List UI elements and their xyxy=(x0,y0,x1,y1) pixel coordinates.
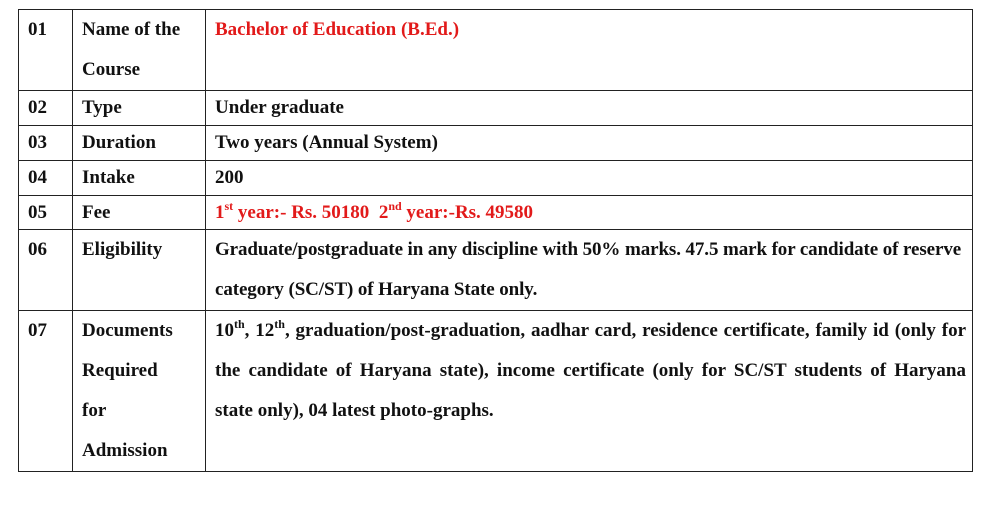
intake-value: 200 xyxy=(206,161,973,196)
docs-12th-suffix: th xyxy=(274,317,285,331)
course-details-table xyxy=(18,9,973,472)
row-label: Fee xyxy=(73,196,206,230)
row-label: Intake xyxy=(73,161,206,196)
fee-year1-text: year:- Rs. 50180 xyxy=(233,202,379,223)
row-label-line: Required xyxy=(82,360,158,381)
row-label-line: Admission xyxy=(82,440,168,461)
docs-separator: , xyxy=(244,320,256,341)
fee-year1-suffix: st xyxy=(224,199,234,213)
row-number: 03 xyxy=(19,126,73,161)
table-row xyxy=(19,91,973,126)
table-row xyxy=(19,161,973,196)
docs-12th-number: 12 xyxy=(255,320,275,341)
type-value: Under graduate xyxy=(206,91,973,126)
row-number: 01 xyxy=(19,10,73,91)
docs-10th-number: 10 xyxy=(215,320,234,341)
row-label: Name of the Course xyxy=(73,10,206,91)
row-label-line: for xyxy=(82,400,107,421)
fee-year2-text: year:-Rs. 49580 xyxy=(401,202,534,223)
duration-value: Two years (Annual System) xyxy=(206,126,973,161)
fee-year2-number: 2 xyxy=(378,202,389,223)
docs-10th-suffix: th xyxy=(234,317,245,331)
fee-value xyxy=(206,196,973,230)
row-label: Type xyxy=(73,91,206,126)
eligibility-value: Graduate/postgraduate in any discipline with 50% marks. 47.5 mark for candidate of reserve category (SC/ST) of Haryana State only. xyxy=(206,230,973,311)
documents-value xyxy=(206,311,973,472)
row-label-line: Documents xyxy=(82,320,173,341)
table-row xyxy=(19,10,973,91)
row-label xyxy=(73,311,206,472)
table-row xyxy=(19,230,973,311)
row-label: Eligibility xyxy=(73,230,206,311)
fee-year2-suffix: nd xyxy=(388,199,402,213)
row-number: 05 xyxy=(19,196,73,230)
table-row xyxy=(19,126,973,161)
docs-text: , graduation/post-graduation, aadhar card, residence certificate, family id (only for the candidate of Haryana state), income certificate (only for SC/ST students of Haryana state only), 04 latest photo-graphs. xyxy=(215,320,966,421)
row-number: 07 xyxy=(19,311,73,472)
table-row xyxy=(19,196,973,230)
row-number: 04 xyxy=(19,161,73,196)
row-number: 02 xyxy=(19,91,73,126)
row-label: Duration xyxy=(73,126,206,161)
course-name-value: Bachelor of Education (B.Ed.) xyxy=(206,10,973,91)
fee-year1-number: 1 xyxy=(215,202,225,223)
table-row xyxy=(19,311,973,472)
row-number: 06 xyxy=(19,230,73,311)
